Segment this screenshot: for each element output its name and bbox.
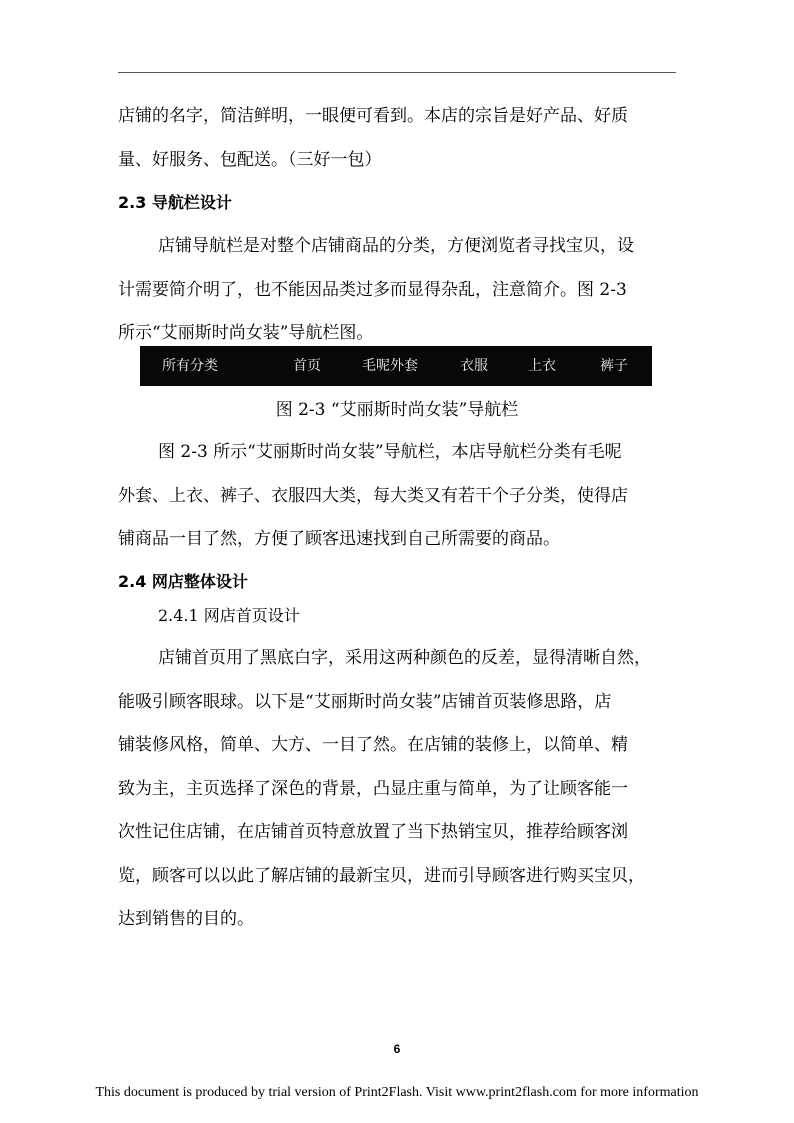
paragraph-line: 图 2-3 所示“艾丽斯时尚女装”导航栏，本店导航栏分类有毛呢: [158, 442, 622, 462]
page-number: 6: [393, 1042, 401, 1056]
section-heading-2-4: 2.4 网店整体设计: [118, 572, 248, 591]
nav-item-all-categories: 所有分类: [162, 358, 218, 374]
subsection-heading-2-4-1: 2.4.1 网店首页设计: [158, 606, 300, 625]
paragraph-line: 量、好服务、包配送。（三好一包）: [118, 150, 382, 170]
header-rule: [118, 72, 676, 73]
figure-navigation-bar: [140, 346, 652, 386]
paragraph-line: 店铺导航栏是对整个店铺商品的分类，方便浏览者寻找宝贝，设: [158, 236, 634, 256]
nav-item-pants: 裤子: [600, 358, 628, 374]
nav-item-wool-coats: 毛呢外套: [362, 358, 418, 374]
trial-watermark-footer: This document is produced by trial version of Print2Flash. Visit www.print2flash.com for more information: [95, 1085, 699, 1100]
paragraph-line: 览，顾客可以以此了解店铺的最新宝贝，进而引导顾客进行购买宝贝，: [118, 866, 645, 886]
paragraph-line: 外套、上衣、裤子、衣服四大类，每大类又有若干个子分类，使得店: [118, 486, 628, 506]
paragraph-line: 能吸引顾客眼球。以下是“艾丽斯时尚女装”店铺首页装修思路，店: [118, 692, 612, 712]
figure-caption: 图 2-3 “艾丽斯时尚女装”导航栏: [275, 400, 519, 420]
paragraph-line: 铺装修风格，简单、大方、一目了然。在店铺的装修上，以简单、精: [118, 735, 628, 755]
nav-item-home: 首页: [293, 358, 321, 374]
paragraph-line: 所示“艾丽斯时尚女装”导航栏图。: [118, 323, 374, 343]
section-heading-2-3: 2.3 导航栏设计: [118, 193, 232, 212]
nav-item-tops: 上衣: [528, 358, 556, 374]
nav-item-clothes: 衣服: [460, 358, 488, 374]
paragraph-line: 计需要简介明了，也不能因品类过多而显得杂乱，注意简介。图 2-3: [118, 280, 627, 300]
paragraph-line: 致为主，主页选择了深色的背景，凸显庄重与简单，为了让顾客能一: [118, 779, 628, 799]
paragraph-line: 达到销售的目的。: [118, 909, 254, 929]
paragraph-line: 铺商品一目了然，方便了顾客迅速找到自己所需要的商品。: [118, 529, 560, 549]
paragraph-line: 店铺首页用了黑底白字，采用这两种颜色的反差，显得清晰自然，: [158, 648, 651, 668]
paragraph-line: 次性记住店铺，在店铺首页特意放置了当下热销宝贝，推荐给顾客浏: [118, 822, 628, 842]
paragraph-line: 店铺的名字，简洁鲜明，一眼便可看到。本店的宗旨是好产品、好质: [118, 106, 628, 126]
